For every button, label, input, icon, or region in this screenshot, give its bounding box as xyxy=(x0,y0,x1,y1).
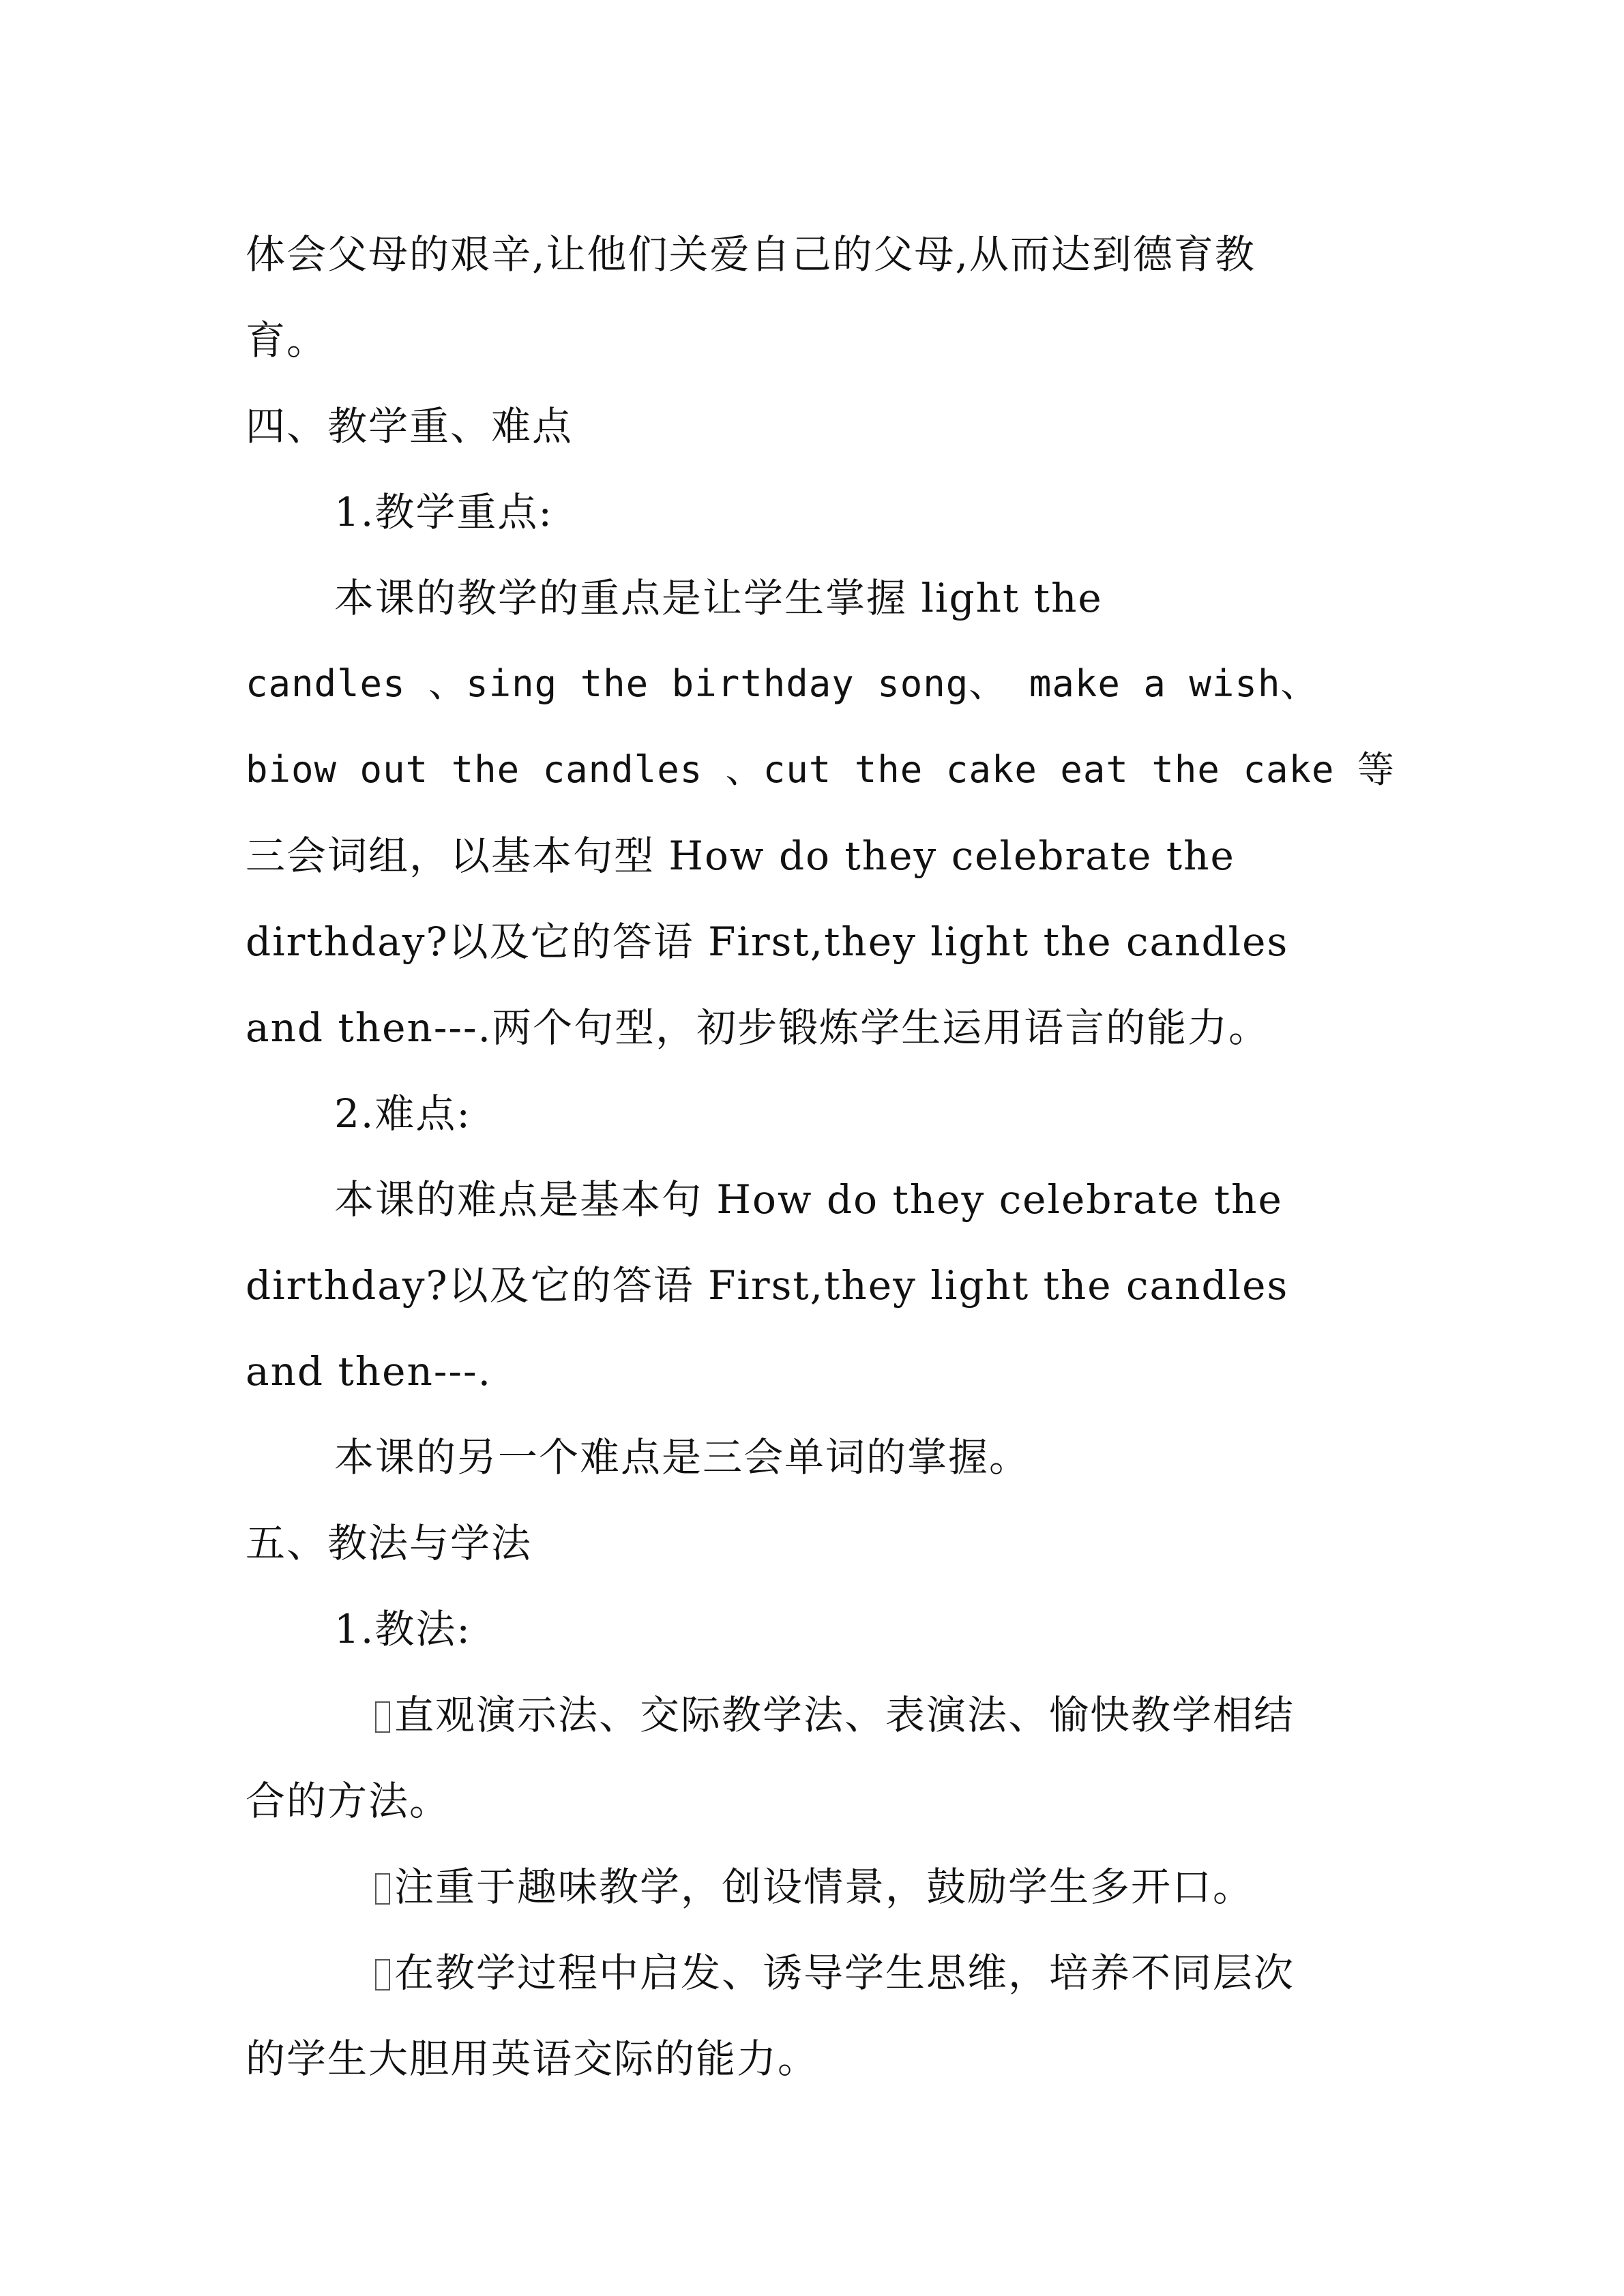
paragraph-line: 本课的难点是基本句 How do they celebrate the xyxy=(334,1176,1283,1223)
bullet-box-icon xyxy=(375,1873,390,1905)
paragraph-line: candles 、sing the birthday song、 make a wish、 xyxy=(246,662,1318,705)
bullet-text: 注重于趣味教学，创设情景，鼓励学生多开口。 xyxy=(394,1864,1254,1910)
section-heading: 五、教法与学法 xyxy=(246,1520,533,1566)
paragraph-line: dirthday?以及它的答语 First,they light the candles xyxy=(246,919,1289,965)
paragraph-line: 本课的教学的重点是让学生掌握 light the xyxy=(334,575,1103,621)
paragraph-line: and then---. xyxy=(246,1348,492,1395)
document-body xyxy=(246,211,1396,2102)
paragraph-line: 三会词组，以基本句型 How do they celebrate the xyxy=(246,833,1235,879)
bullet-line xyxy=(246,1930,1378,2016)
bullet-box-icon xyxy=(375,1959,390,1991)
bullet-text: 在教学过程中启发、诱导学生思维，培养不同层次 xyxy=(394,1950,1295,1996)
bullet-line xyxy=(246,1672,1378,1758)
subsection-heading: 1.教法: xyxy=(334,1606,471,1652)
paragraph-line: 合的方法。 xyxy=(246,1778,451,1824)
paragraph-line: 体会父母的艰辛,让他们关爱自己的父母,从而达到德育教 xyxy=(246,231,1256,278)
paragraph-line: 的学生大胆用英语交际的能力。 xyxy=(246,2036,819,2082)
bullet-text: 直观演示法、交际教学法、表演法、愉快教学相结 xyxy=(394,1692,1295,1738)
paragraph-line: dirthday?以及它的答语 First,they light the candles xyxy=(246,1262,1289,1309)
paragraph-line: 育。 xyxy=(246,317,328,363)
bullet-line xyxy=(246,1844,1378,1930)
paragraph-line: biow out the candles 、cut the cake eat the cake 等 xyxy=(246,748,1396,791)
paragraph-line: 本课的另一个难点是三会单词的掌握。 xyxy=(334,1434,1031,1480)
bullet-box-icon xyxy=(375,1701,390,1733)
subsection-heading: 2.难点: xyxy=(334,1090,471,1137)
paragraph-line: and then---.两个句型，初步锻炼学生运用语言的能力。 xyxy=(246,1004,1270,1051)
section-heading: 四、教学重、难点 xyxy=(246,403,574,449)
subsection-heading: 1.教学重点: xyxy=(334,489,553,535)
